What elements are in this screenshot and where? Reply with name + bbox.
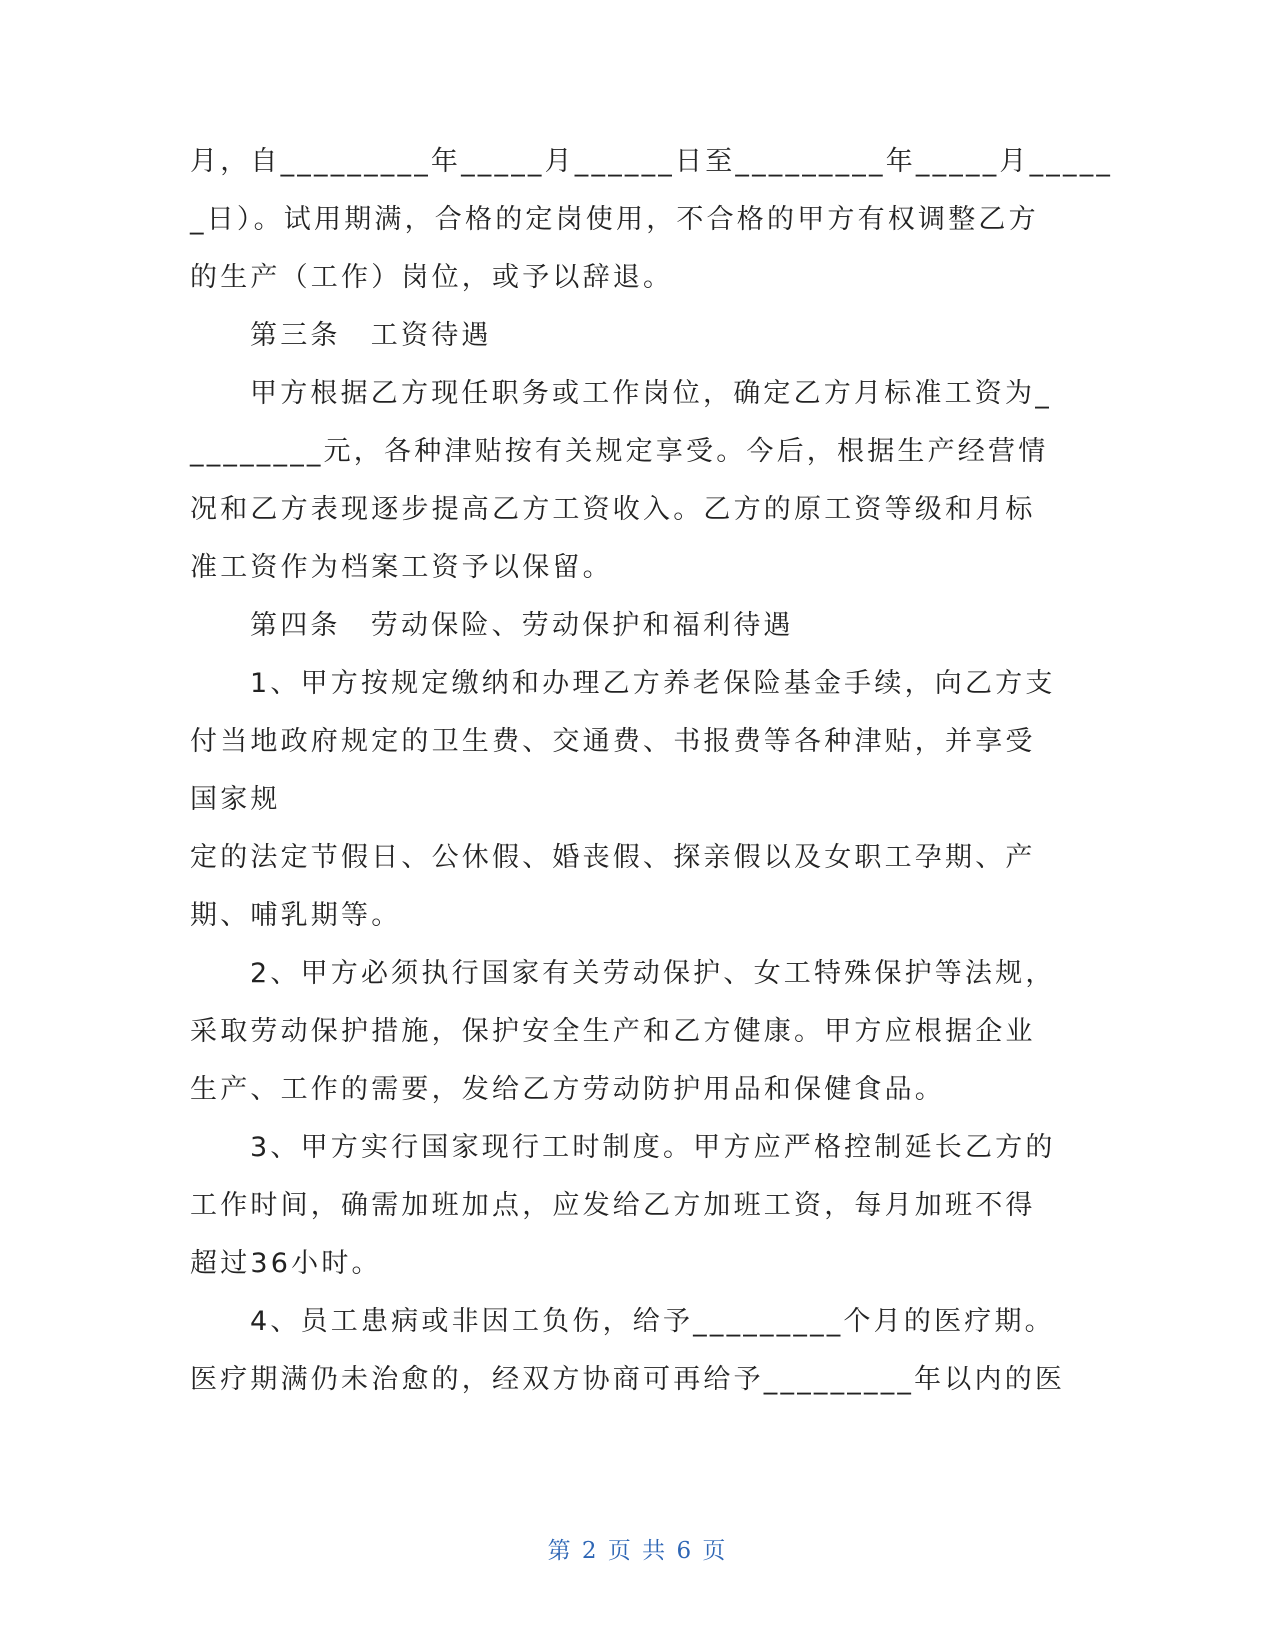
section-heading: 第三条 工资待遇 [250, 320, 492, 351]
text-line: 月，自_________年_____月______日至_________年_____月_____ [190, 146, 1114, 177]
text-line: 国家规 [190, 784, 281, 815]
section-heading: 第四条 劳动保险、劳动保护和福利待遇 [250, 610, 794, 641]
text-line: 甲方根据乙方现任职务或工作岗位，确定乙方月标准工资为_ [250, 378, 1052, 409]
text-line: 2、甲方必须执行国家有关劳动保护、女工特殊保护等法规， [250, 958, 1056, 989]
text-line: 生产、工作的需要，发给乙方劳动防护用品和保健食品。 [190, 1074, 945, 1105]
text-line: 况和乙方表现逐步提高乙方工资收入。乙方的原工资等级和月标 [190, 494, 1036, 525]
text-line: ________元，各种津贴按有关规定享受。今后，根据生产经营情 [190, 436, 1049, 467]
text-line: 准工资作为档案工资予以保留。 [190, 552, 613, 583]
text-line: 4、员工患病或非因工负伤，给予_________个月的医疗期。 [250, 1306, 1055, 1337]
text-line: 期、哺乳期等。 [190, 900, 402, 931]
page-number-footer: 第 2 页 共 6 页 [547, 1538, 728, 1564]
text-line: 3、甲方实行国家现行工时制度。甲方应严格控制延长乙方的 [250, 1132, 1056, 1163]
text-line: 1、甲方按规定缴纳和办理乙方养老保险基金手续，向乙方支 [250, 668, 1056, 699]
text-line: 超过36小时。 [190, 1248, 382, 1279]
text-line: 定的法定节假日、公休假、婚丧假、探亲假以及女职工孕期、产 [190, 842, 1036, 873]
text-line: 采取劳动保护措施，保护安全生产和乙方健康。甲方应根据企业 [190, 1016, 1036, 1047]
text-line: 工作时间，确需加班加点，应发给乙方加班工资，每月加班不得 [190, 1190, 1036, 1221]
text-line: 付当地政府规定的卫生费、交通费、书报费等各种津贴，并享受 [190, 726, 1036, 757]
text-line: 医疗期满仍未治愈的，经双方协商可再给予_________年以内的医 [190, 1364, 1066, 1395]
text-line: _日）。试用期满，合格的定岗使用，不合格的甲方有权调整乙方 [190, 204, 1039, 235]
text-line: 的生产（工作）岗位，或予以辞退。 [190, 262, 674, 293]
